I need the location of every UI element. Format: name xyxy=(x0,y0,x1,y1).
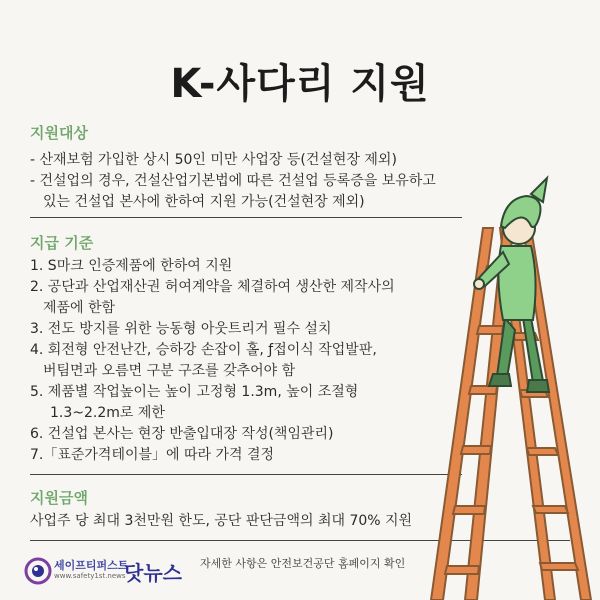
criteria-line-1: 1. S마크 인증제품에 한하여 지원 xyxy=(30,258,233,274)
logo-main-text: 세이프티퍼스트 xyxy=(54,559,129,572)
criteria-line-5: 4. 회전형 안전난간, 승하강 손잡이 홀, ƒ접이식 작업발판, xyxy=(30,342,377,358)
criteria-line-7: 5. 제품별 작업높이는 높이 고정형 1.3m, 높이 조절형 xyxy=(30,384,359,400)
section-heading-target: 지원대상 xyxy=(30,124,88,142)
logo-url-text: www.safety1st.news xyxy=(54,572,126,580)
safety-first-logo xyxy=(24,555,204,587)
target-line-1: - 산재보험 가입한 상시 50인 미만 사업장 등(건설현장 제외) xyxy=(30,152,397,168)
criteria-line-9: 6. 건설업 본사는 현장 반출입대장 작성(책임관리) xyxy=(30,426,334,442)
section-heading-criteria: 지급 기준 xyxy=(30,234,94,252)
target-line-3: 있는 건설업 본사에 한하여 지원 가능(건설현장 제외) xyxy=(43,194,365,210)
logo-news-text: 닷뉴스 xyxy=(124,561,182,585)
amount-list xyxy=(30,511,412,532)
criteria-line-8: 1.3~2.2m로 제한 xyxy=(50,405,165,421)
divider xyxy=(30,474,462,475)
criteria-line-3: 제품에 한함 xyxy=(43,300,116,316)
divider xyxy=(30,217,462,218)
amount-line-1: 사업주 당 최대 3천만원 한도, 공단 판단금액의 최대 70% 지원 xyxy=(30,513,413,529)
criteria-list xyxy=(30,256,395,466)
eye-logo-icon xyxy=(24,557,52,585)
criteria-line-10: 7.「표준가격테이블」에 따라 가격 결정 xyxy=(30,447,275,463)
criteria-line-6: 버팀면과 오름면 구분 구조를 갖추어야 함 xyxy=(43,363,296,379)
criteria-line-4: 3. 전도 방지를 위한 능동형 아웃트리거 필수 설치 xyxy=(30,321,332,337)
page-title: K-사다리 지원 xyxy=(170,61,430,107)
footer-note: 자세한 사항은 안전보건공단 홈페이지 확인 xyxy=(200,557,406,570)
ladder-worker-illustration xyxy=(405,168,595,600)
target-list xyxy=(30,150,436,213)
target-line-2: - 건설업의 경우, 건설산업기본법에 따른 건설업 등록증을 보유하고 xyxy=(30,173,436,189)
section-heading-amount: 지원금액 xyxy=(30,489,88,507)
criteria-line-2: 2. 공단과 산업재산권 허여계약을 체결하여 생산한 제작사의 xyxy=(30,279,395,295)
